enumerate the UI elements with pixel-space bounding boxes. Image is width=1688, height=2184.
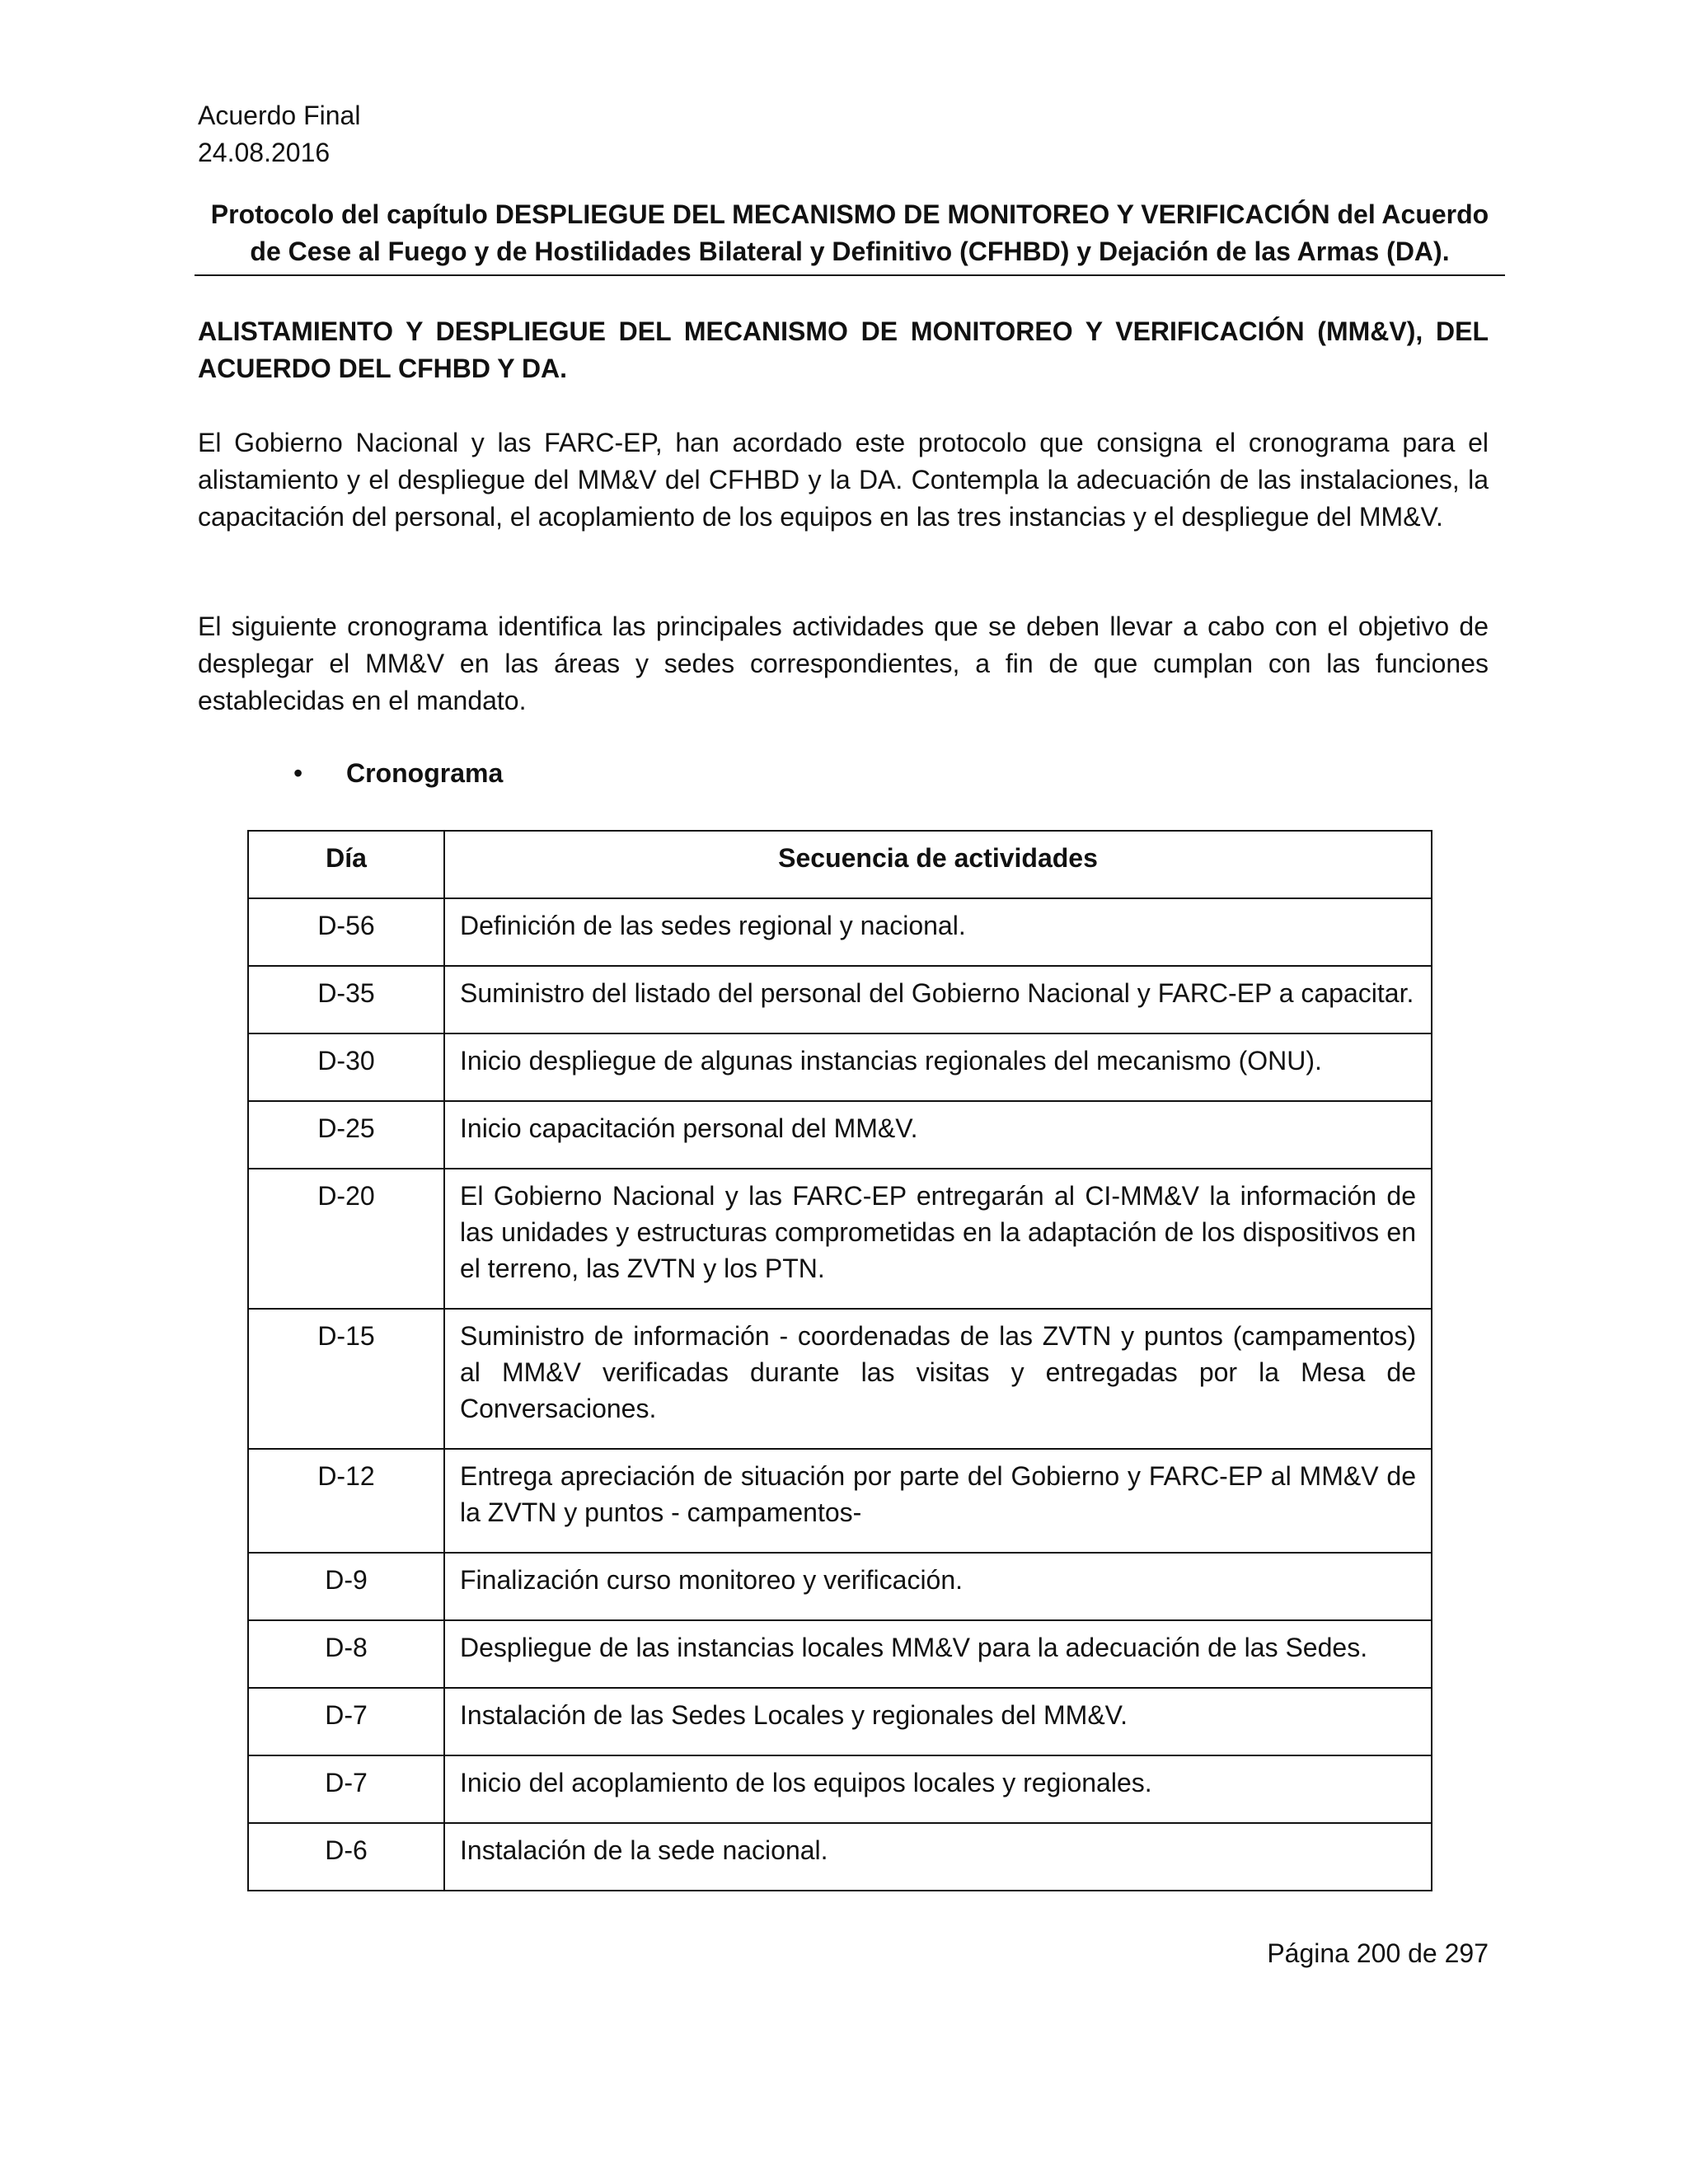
table-header-row (248, 831, 1432, 898)
table-row (248, 1033, 1432, 1101)
cell-activity: Suministro de información - coordenadas de las ZVTN y puntos (campamentos) al MM&V verificadas durante las visitas y entregadas por la Mesa de Conversaciones. (444, 1309, 1432, 1449)
table-row (248, 1449, 1432, 1553)
table-body (248, 898, 1432, 1891)
bullet-label: Cronograma (346, 758, 504, 788)
cell-day: D-9 (248, 1553, 444, 1620)
cell-day: D-8 (248, 1620, 444, 1688)
cell-activity: Finalización curso monitoreo y verificación. (444, 1553, 1432, 1620)
cell-activity: Instalación de las Sedes Locales y regionales del MM&V. (444, 1688, 1432, 1755)
cell-day: D-30 (248, 1033, 444, 1101)
column-header-day: Día (248, 831, 444, 898)
cell-day: D-56 (248, 898, 444, 966)
section-heading: ALISTAMIENTO Y DESPLIEGUE DEL MECANISMO DE MONITOREO Y VERIFICACIÓN (MM&V), DEL ACUERDO DEL CFHBD Y DA. (198, 316, 1489, 383)
table-row (248, 1620, 1432, 1688)
title-underline (195, 274, 1505, 276)
cell-day: D-7 (248, 1688, 444, 1755)
table-row (248, 1688, 1432, 1755)
cell-day: D-6 (248, 1823, 444, 1891)
cell-activity: Inicio despliegue de algunas instancias regionales del mecanismo (ONU). (444, 1033, 1432, 1101)
table-row (248, 1823, 1432, 1891)
page-number: Página 200 de 297 (1267, 1938, 1489, 1968)
cell-day: D-25 (248, 1101, 444, 1169)
cell-day: D-12 (248, 1449, 444, 1553)
cell-day: D-15 (248, 1309, 444, 1449)
table-row (248, 1553, 1432, 1620)
column-header-activities: Secuencia de actividades (444, 831, 1432, 898)
paragraph-intro: El Gobierno Nacional y las FARC-EP, han acordado este protocolo que consigna el cronograma para el alistamiento y el despliegue del MM&V del CFHBD y la DA. Contempla la adecuación de las instalaciones, la capacitación del personal, el acoplamiento de los equipos en las tres instancias y el despliegue del MM&V. (198, 428, 1489, 532)
cell-day: D-35 (248, 966, 444, 1033)
table-row (248, 1101, 1432, 1169)
document-header (198, 97, 360, 171)
cell-activity: Inicio capacitación personal del MM&V. (444, 1101, 1432, 1169)
table-row (248, 1169, 1432, 1309)
table-row (248, 966, 1432, 1033)
document-name: Acuerdo Final (198, 101, 361, 130)
table-row (248, 1309, 1432, 1449)
cronograma-table (247, 830, 1432, 1891)
bullet-icon: • (293, 758, 303, 788)
cell-day: D-7 (248, 1755, 444, 1823)
document-date: 24.08.2016 (198, 138, 331, 167)
table-row (248, 1755, 1432, 1823)
cell-activity: El Gobierno Nacional y las FARC-EP entregarán al CI-MM&V la información de las unidades y estructuras comprometidas en la adaptación de los dispositivos en el terreno, las ZVTN y los PTN. (444, 1169, 1432, 1309)
paragraph-cronograma-intro: El siguiente cronograma identifica las principales actividades que se deben llevar a cabo con el objetivo de desplegar el MM&V en las áreas y sedes correspondientes, a fin de que cumplan con las funciones establecidas en el mandato. (198, 612, 1489, 715)
cell-activity: Entrega apreciación de situación por parte del Gobierno y FARC-EP al MM&V de la ZVTN y puntos - campamentos- (444, 1449, 1432, 1553)
table-row (248, 898, 1432, 966)
cell-activity: Despliegue de las instancias locales MM&V para la adecuación de las Sedes. (444, 1620, 1432, 1688)
cell-activity: Definición de las sedes regional y nacional. (444, 898, 1432, 966)
cell-activity: Instalación de la sede nacional. (444, 1823, 1432, 1891)
cell-day: D-20 (248, 1169, 444, 1309)
bullet-cronograma (293, 755, 503, 792)
protocol-title: Protocolo del capítulo DESPLIEGUE DEL MECANISMO DE MONITOREO Y VERIFICACIÓN del Acuerdo de Cese al Fuego y de Hostilidades Bilateral y Definitivo (CFHBD) y Dejación de las Armas (DA). (210, 199, 1489, 266)
cell-activity: Inicio del acoplamiento de los equipos locales y regionales. (444, 1755, 1432, 1823)
cell-activity: Suministro del listado del personal del Gobierno Nacional y FARC-EP a capacitar. (444, 966, 1432, 1033)
